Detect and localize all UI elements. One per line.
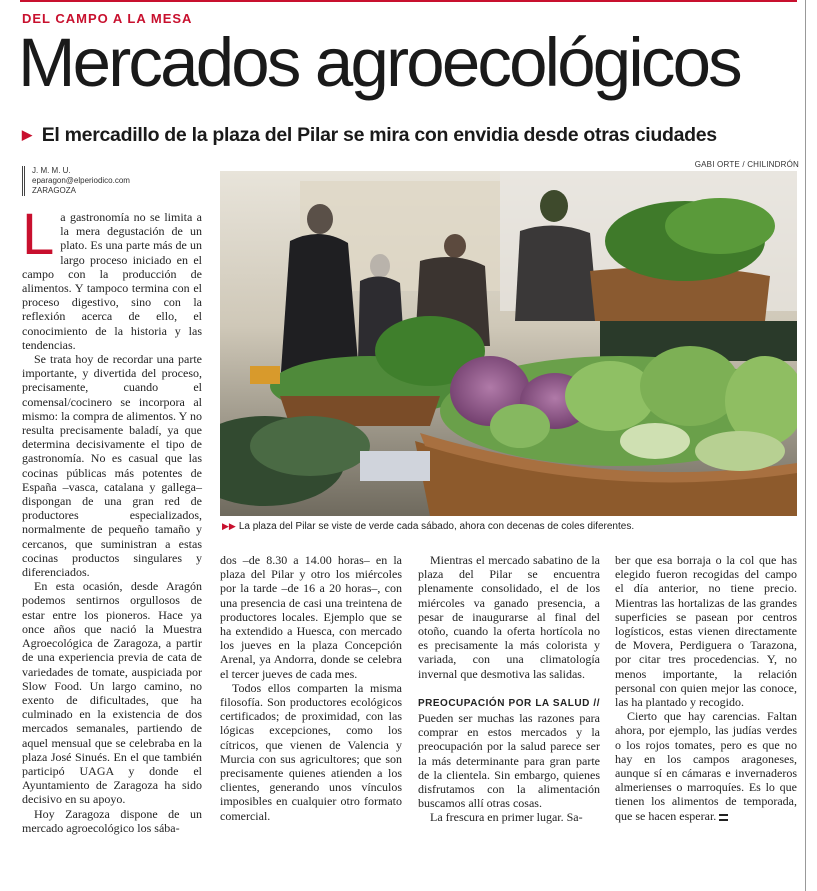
subsection-lead: PREOCUPACIÓN POR LA SALUD // bbox=[418, 697, 600, 709]
end-of-article-icon bbox=[719, 814, 728, 821]
photo-caption bbox=[222, 521, 634, 532]
paragraph: ber que esa borraja o la col que has elegido fueron recogidas del campo el día anterior, no tiene precio. Mientras las hortalizas de las grandes superficies se pasean por centros logísticos, estas vienen directamente de Movera, Perdiguera o Tarazona, por citar tres procedencias. Y, no menos importante, la relación personal con quien mejor las conoce, las ha plantado y recogido. bbox=[615, 553, 797, 710]
triangle-right-icon: ▶ bbox=[22, 127, 32, 142]
photo-credit: GABI ORTE / CHILINDRÓN bbox=[694, 160, 799, 169]
article-column-2 bbox=[220, 553, 402, 823]
top-rule bbox=[20, 0, 797, 2]
paragraph-text: Cierto que hay carencias. Faltan ahora, por ejemplo, las judías verdes o los rojos tomates, pero es que no hay en los campos aragoneses, aunque sí en cámaras e invernaderos almerienses o marroquíes. Es lo que tienen los alimentos de temporada, que se hacen esperar. bbox=[615, 709, 797, 823]
page-title: Mercados agroecológicos bbox=[18, 24, 740, 101]
paragraph: Todos ellos comparten la misma filosofía. Son productores ecológicos certificados; de proximidad, con las lógicas excepciones, como los cítricos, que vienen de Valencia y Murcia con sus agricultores; que son precisamente quienes atienden a los clientes, generando unos vínculos imposibles en cualquier otro formato comercial. bbox=[220, 680, 402, 823]
paragraph: Hoy Zaragoza dispone de un mercado agroecológico los sába- bbox=[22, 806, 202, 835]
article-column-3 bbox=[418, 553, 600, 825]
subheadline-text: El mercadillo de la plaza del Pilar se mira con envidia desde otras ciudades bbox=[41, 124, 717, 146]
article-column-4 bbox=[615, 553, 797, 823]
subheadline bbox=[22, 124, 717, 147]
paragraph: Mientras el mercado sabatino de la plaza del Pilar se encuentra plenamente consolidado, el de los miércoles va ganado presencia, a pesar de inaugurarse al final del otoño, cuando la oferta hortícola no es precisamente la más colorista y variada, con una climatología invernal que desmotiva las salidas. bbox=[418, 553, 600, 681]
paragraph bbox=[418, 695, 600, 811]
article-column-1 bbox=[22, 202, 202, 835]
paragraph-text: Pueden ser muchas las razones para comprar en estos mercados y la preocupación por la salud parece ser la más determinante para gran parte de la clientela. Sin embargo, quienes disfrutamos con la alimentación buscamos allí otras cosas. bbox=[418, 711, 600, 811]
section-label: DEL CAMPO A LA MESA bbox=[22, 11, 193, 26]
byline-author: J. M. M. U. bbox=[32, 166, 71, 175]
paragraph-text: a gastronomía no se limita a la mera degustación de un plato. Es una parte más de un largo proceso iniciado en el campo con la producción de alimentos. Y tampoco termina con el proceso digestivo, sino con la reflexión acerca de ello, el conocimiento de la historia y las tendencias. bbox=[22, 210, 202, 352]
double-arrow-icon: ▶▶ bbox=[222, 521, 236, 531]
byline-location: ZARAGOZA bbox=[32, 186, 77, 195]
byline-email: eparagon@elperiodico.com bbox=[32, 176, 130, 185]
byline bbox=[22, 166, 202, 196]
right-rule bbox=[805, 0, 806, 891]
paragraph: En esta ocasión, desde Aragón podemos sentirnos orgullosos de estar entre los pioneros. Hace ya once años que nació la Muestra Agroecológica de Zaragoza, a partir de una experiencia previa de cata de variedades de tomate, auspiciada por Slow Food. Un largo camino, no exento de dificultades, que ha culminado en la existencia de dos mercados semanales, partiendo de aquel mensual que se celebraba en la plaza José Sinués. En el que también participó UAGA y donde el Ayuntamiento de Zaragoza ha sido decisivo en su apoyo. bbox=[22, 579, 202, 807]
paragraph bbox=[615, 709, 797, 823]
paragraph: La frescura en primer lugar. Sa- bbox=[430, 810, 583, 825]
drop-cap: L bbox=[22, 202, 55, 267]
first-paragraph bbox=[22, 202, 202, 352]
paragraph: dos –de 8.30 a 14.00 horas– en la plaza del Pilar y otro los miércoles por la tarde –de 16 a 20 horas–, con una presencia de casi una treintena de productores locales. Ejemplo que se ha extendido a Huesca, con mercado los jueves en la plaza Concepción Arenal, ya Andorra, donde se celebra el tercer jueves de cada mes. bbox=[220, 553, 402, 681]
paragraph: Se trata hoy de recordar una parte importante, y divertida del proceso, precisamente, cuando el comensal/cocinero se incorpora al mismo: la compra de alimentos. Y no resulta precisamente baladí, ya que determina decisivamente el tipo de gastronomía. No es casual que las cocinas públicas más potentes de España –vasca, catalana y gallega– dispongan de una gran red de productores especializados, normalmente de pequeño tamaño y cercanos, que suministran a estas cocinas productos singulares y diferenciados. bbox=[22, 352, 202, 580]
caption-text: La plaza del Pilar se viste de verde cada sábado, ahora con decenas de coles diferentes. bbox=[238, 521, 635, 532]
market-photo bbox=[220, 171, 797, 516]
